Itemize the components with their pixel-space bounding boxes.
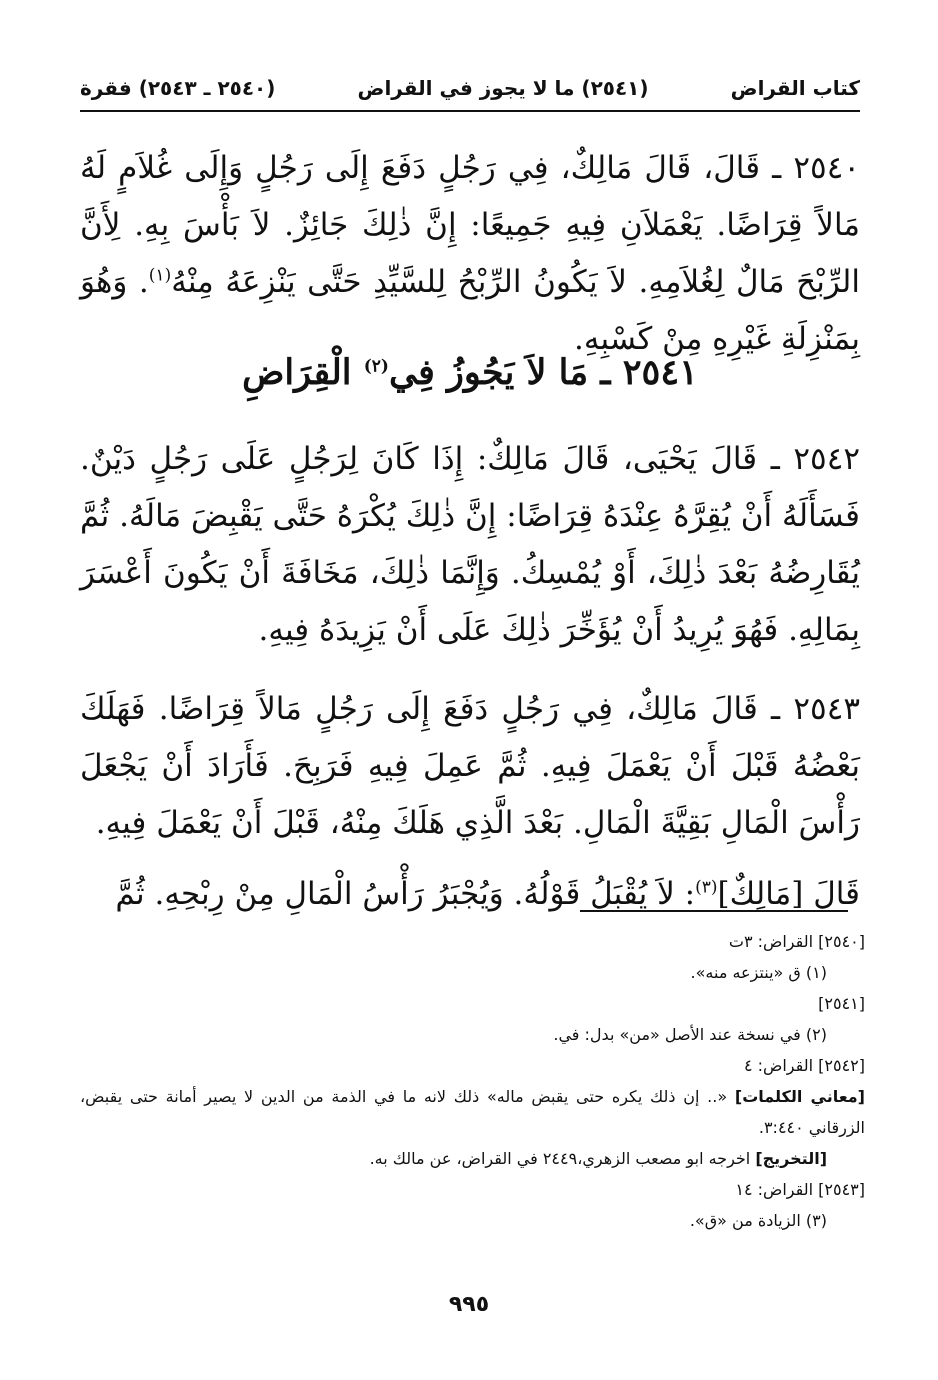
paragraph-2540: [80, 140, 860, 357]
footnote-takhrij: [80, 1143, 865, 1174]
paragraph-2540-text-end: . وَهُوَ بِمَنْزِلَةِ غَيْرِهِ مِنْ كَسْبِهِ.: [80, 264, 860, 357]
footnote-ref-2543: [٢٥٤٣] القراض: ١٤: [735, 1180, 865, 1199]
paragraph-2542: ٢٥٤٢ ـ قَالَ يَحْيَى، قَالَ مَالِكٌ: إِذَا كَانَ لِرَجُلٍ عَلَى رَجُلٍ دَيْنٌ. فَسَأَلَهُ أَنْ يُقِرَّهُ عِنْدَهُ قِرَاضًا: إِنَّ ذٰلِكَ يُكْرَهُ حَتَّى يَقْبِضَ مَالَهُ. ثُمَّ يُقَارِضُهُ بَعْدَ ذٰلِكَ، أَوْ يُمْسِكُ. وَإِنَّمَا ذٰلِكَ، مَخَافَةَ أَنْ يَكُونَ أَعْسَرَ بِمَالِهِ. فَهُوَ يُرِيدُ أَنْ يُؤَخِّرَ ذٰلِكَ عَلَى أَنْ يَزِيدَهُ فِيهِ.: [80, 441, 860, 648]
takhrij-text: اخرجه ابو مصعب الزهري،٢٤٤٩ في القراض، عن مالك به.: [369, 1149, 756, 1168]
paragraph-malik-text: قَالَ [مَالِكٌ]: [717, 876, 860, 912]
footnote-ref-3: (٣): [695, 877, 718, 898]
footnote-3: (٣) الزيادة من «ق».: [689, 1211, 827, 1230]
takhrij-label: [التخريج]: [755, 1149, 827, 1168]
paragraph-2540-text: ٢٥٤٠ ـ قَالَ، قَالَ مَالِكٌ، فِي رَجُلٍ دَفَعَ إِلَى رَجُلٍ وَإِلَى غُلاَمٍ لَهُ مَالاً قِرَاضًا. يَعْمَلاَنِ فِيهِ جَمِيعًا: إِنَّ ذٰلِكَ جَائِزٌ. لاَ بَأْسَ بِهِ. لِأَنَّ الرِّبْحَ مَالٌ لِغُلاَمِهِ. لاَ يَكُونُ الرِّبْحُ لِلسَّيِّدِ حَتَّى يَنْزِعَهُ مِنْهُ: [80, 150, 860, 300]
word-meanings-text: «.. إن ذلك يكره حتى يقبض ماله» ذلك لانه ما في الذمة من الدين لا يصير أمانة حتى يقبض، الزرقاني ٣:٤٤٠.: [80, 1087, 865, 1137]
page-number: ٩٩٥: [448, 1292, 490, 1317]
footnotes: [80, 926, 865, 1236]
footnote-word-meanings: [80, 1081, 865, 1143]
footnote-ref-2: (٢): [363, 356, 389, 377]
footnote-ref-1: (١): [148, 265, 172, 286]
heading-text: ٢٥٤١ ـ مَا لاَ يَجُوزُ فِي: [388, 352, 698, 393]
footnote-1: (١) ق «ينتزعه منه».: [690, 963, 827, 982]
running-header: [80, 68, 860, 108]
paragraph-malik-continued: [80, 866, 860, 923]
header-divider: [80, 110, 860, 112]
word-meanings-label: [معاني الكلمات]: [734, 1087, 865, 1106]
main-text: [80, 140, 860, 923]
footnote-2: (٢) في نسخة عند الأصل «من» بدل: في.: [553, 1025, 827, 1044]
header-paragraph-range: (٢٥٤٠ ـ ٢٥٤٣) فقرة: [80, 76, 276, 100]
paragraph-2543: ٢٥٤٣ ـ قَالَ مَالِكٌ، فِي رَجُلٍ دَفَعَ إِلَى رَجُلٍ مَالاً قِرَاضًا. فَهَلَكَ بَعْضُهُ قَبْلَ أَنْ يَعْمَلَ فِيهِ. ثُمَّ عَمِلَ فِيهِ فَرَبِحَ. فَأَرَادَ أَنْ يَجْعَلَ رَأْسَ الْمَالِ بَقِيَّةَ الْمَالِ. بَعْدَ الَّذِي هَلَكَ مِنْهُ، قَبْلَ أَنْ يَعْمَلَ فِيهِ.: [80, 691, 860, 841]
heading-text-end: الْقِرَاضِ: [242, 352, 364, 393]
header-chapter-title: (٢٥٤١) ما لا يجوز في القراض: [357, 76, 649, 100]
header-book-title: كتاب القراض: [730, 76, 860, 100]
footnote-ref-2541: [٢٥٤١]: [818, 994, 865, 1013]
paragraph-malik-text-end: : لاَ يُقْبَلُ قَوْلُهُ. وَيُجْبَرُ رَأْسُ الْمَالِ مِنْ رِبْحِهِ. ثُمَّ: [115, 876, 696, 912]
footnote-ref-2540: [٢٥٤٠] القراض: ٣ت: [728, 932, 865, 951]
footnote-ref-2542: [٢٥٤٢] القراض: ٤: [743, 1056, 865, 1075]
footnote-divider: [580, 910, 848, 912]
